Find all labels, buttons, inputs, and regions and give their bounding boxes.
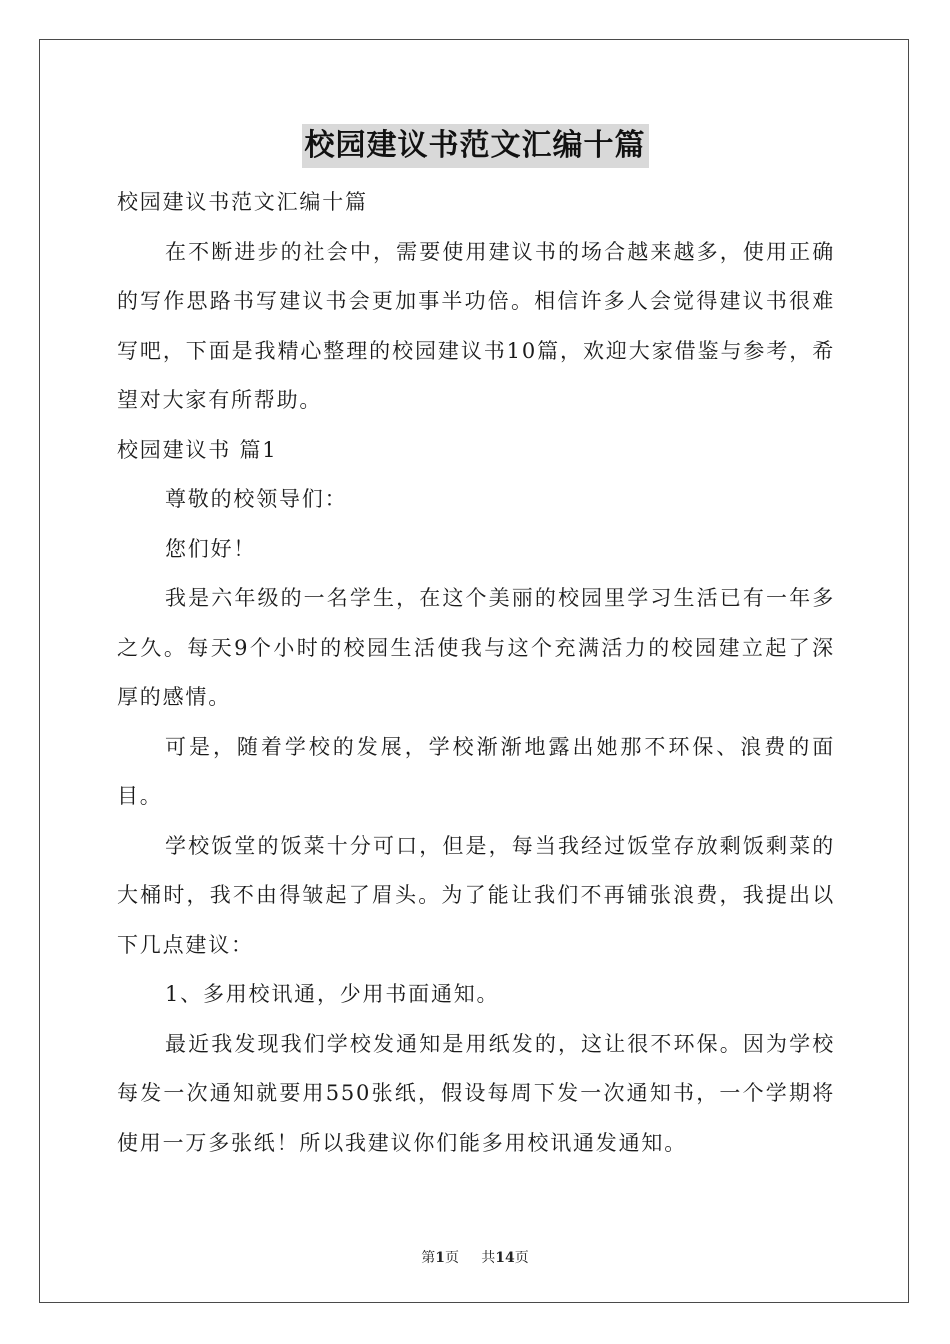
total-prefix: 共: [481, 1250, 496, 1266]
section-heading: 校园建议书 篇1: [117, 437, 278, 462]
total-indicator: [481, 1250, 528, 1266]
title-container: [0, 124, 950, 168]
paragraph: 您们好！: [165, 536, 257, 561]
paragraph: 1、多用校讯通，少用书面通知。: [165, 982, 500, 1006]
page-prefix: 第: [421, 1250, 436, 1266]
page-number: 1: [435, 1250, 445, 1266]
total-pages: 14: [495, 1250, 515, 1266]
paragraph: 校园建议书范文汇编十篇: [117, 190, 368, 214]
paragraph: 学校饭堂的饭菜十分可口，但是，每当我经过饭堂存放剩饭剩菜的大桶时，我不由得皱起了眉头。为了能让我们不再铺张浪费，我提出以下几点建议：: [117, 833, 835, 957]
page-suffix: 页: [445, 1250, 459, 1266]
page-footer: [0, 1247, 950, 1267]
paragraph: 在不断进步的社会中，需要使用建议书的场合越来越多，使用正确的写作思路书写建议书会更加事半功倍。相信许多人会觉得建议书很难写吧，下面是我精心整理的校园建议书10篇，欢迎大家借鉴与参考，希望对大家有所帮助。: [117, 239, 835, 412]
paragraph: 我是六年级的一名学生，在这个美丽的校园里学习生活已有一年多之久。每天9个小时的校园生活使我与这个充满活力的校园建立起了深厚的感情。: [117, 586, 835, 709]
paragraph: 可是，随着学校的发展，学校渐渐地露出她那不环保、浪费的面目。: [117, 734, 835, 808]
total-suffix: 页: [514, 1250, 529, 1266]
paragraph: 尊敬的校领导们：: [165, 487, 348, 511]
document-body: [117, 178, 835, 1168]
page-indicator: [421, 1250, 459, 1266]
document-title: 校园建议书范文汇编十篇: [302, 124, 649, 168]
paragraph: 最近我发现我们学校发通知是用纸发的，这让很不环保。因为学校每发一次通知就要用550张纸，假设每周下发一次通知书，一个学期将使用一万多张纸！所以我建议你们能多用校讯通发通知。: [117, 1031, 835, 1155]
